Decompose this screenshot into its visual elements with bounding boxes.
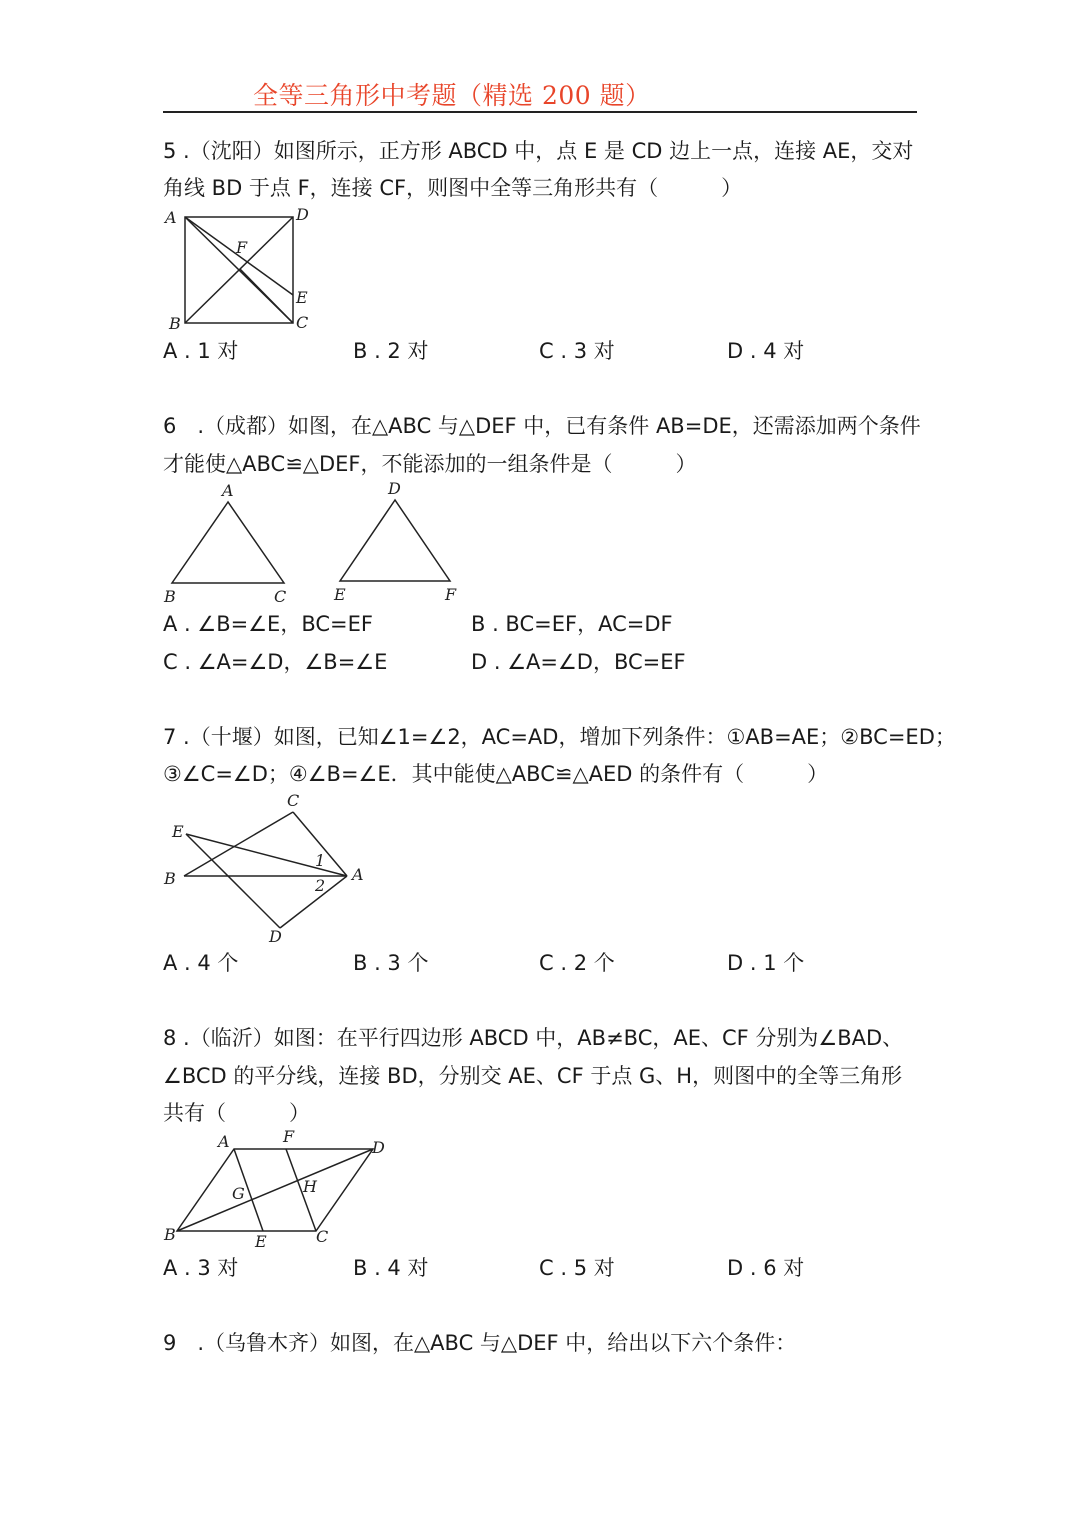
question-8-option-a: A . 3 对 bbox=[163, 1256, 239, 1280]
question-8-line-1: 8 .（临沂）如图：在平行四边形 ABCD 中，AB≠BC，AE、CF 分别为∠BAD、 bbox=[163, 1026, 904, 1050]
question-6-line-1: 6 .（成都）如图，在△ABC 与△DEF 中，已有条件 AB=DE，还需添加两个条件 bbox=[163, 414, 921, 438]
question-8-option-c: C . 5 对 bbox=[539, 1256, 615, 1280]
question-7-option-b: B . 3 个 bbox=[353, 951, 429, 975]
question-6-line-2: 才能使△ABC≌△DEF，不能添加的一组条件是（ ） bbox=[163, 452, 697, 476]
question-6-figure bbox=[160, 478, 470, 608]
label-A: A bbox=[222, 481, 234, 500]
question-8-figure bbox=[160, 1125, 400, 1255]
question-8-line-3: 共有（ ） bbox=[163, 1101, 310, 1125]
label-C: C bbox=[287, 791, 300, 810]
question-5-option-b: B . 2 对 bbox=[353, 339, 429, 363]
label-E: E bbox=[334, 585, 346, 604]
question-5-option-d: D . 4 对 bbox=[727, 339, 805, 363]
label-D: D bbox=[388, 479, 401, 498]
label-B: B bbox=[164, 587, 176, 606]
label-C: C bbox=[274, 587, 287, 606]
question-9-line-1: 9 .（乌鲁木齐）如图，在△ABC 与△DEF 中，给出以下六个条件： bbox=[163, 1331, 797, 1355]
label-F: F bbox=[445, 585, 457, 604]
title-underline bbox=[163, 111, 917, 113]
question-6-option-d: D . ∠A=∠D，BC=EF bbox=[471, 650, 686, 674]
question-8-option-b: B . 4 对 bbox=[353, 1256, 429, 1280]
label-C: C bbox=[296, 313, 309, 332]
question-7-line-1: 7 .（十堰）如图，已知∠1=∠2，AC=AD，增加下列条件：①AB=AE；②BC=ED； bbox=[163, 725, 956, 749]
label-H: H bbox=[303, 1177, 317, 1196]
angle-label-2: 2 bbox=[315, 876, 326, 895]
label-E: E bbox=[172, 822, 184, 841]
label-A: A bbox=[165, 208, 177, 227]
label-A: A bbox=[352, 865, 364, 884]
label-D: D bbox=[296, 205, 309, 224]
label-E: E bbox=[255, 1232, 267, 1251]
label-B: B bbox=[164, 869, 176, 888]
question-8-line-2: ∠BCD 的平分线，连接 BD，分别交 AE、CF 于点 G、H，则图中的全等三角形 bbox=[163, 1064, 903, 1088]
question-6-option-a: A . ∠B=∠E，BC=EF bbox=[163, 612, 373, 636]
question-7-option-a: A . 4 个 bbox=[163, 951, 239, 975]
question-8-option-d: D . 6 对 bbox=[727, 1256, 805, 1280]
label-G: G bbox=[232, 1184, 245, 1203]
question-5-line-1: 5 .（沈阳）如图所示，正方形 ABCD 中，点 E 是 CD 边上一点，连接 AE，交对 bbox=[163, 139, 914, 163]
question-6-option-c: C . ∠A=∠D，∠B=∠E bbox=[163, 650, 388, 674]
question-5-option-c: C . 3 对 bbox=[539, 339, 615, 363]
question-7-line-2: ③∠C=∠D；④∠B=∠E．其中能使△ABC≌△AED 的条件有（ ） bbox=[163, 762, 829, 786]
question-7-option-c: C . 2 个 bbox=[539, 951, 615, 975]
question-5-option-a: A . 1 对 bbox=[163, 339, 239, 363]
label-B: B bbox=[164, 1225, 176, 1244]
question-5-figure bbox=[160, 203, 320, 333]
question-7-option-d: D . 1 个 bbox=[727, 951, 805, 975]
question-7-figure bbox=[160, 790, 380, 950]
label-F: F bbox=[283, 1127, 295, 1146]
label-A: A bbox=[218, 1132, 230, 1151]
angle-label-1: 1 bbox=[315, 851, 326, 870]
label-C: C bbox=[316, 1227, 329, 1246]
label-D: D bbox=[372, 1138, 385, 1157]
label-B: B bbox=[169, 314, 181, 333]
label-E: E bbox=[296, 288, 308, 307]
label-D: D bbox=[269, 927, 282, 946]
label-F: F bbox=[236, 238, 248, 257]
page-title: 全等三角形中考题（精选 200 题） bbox=[253, 81, 651, 110]
question-5-line-2: 角线 BD 于点 F，连接 CF，则图中全等三角形共有（ ） bbox=[163, 176, 743, 200]
question-6-option-b: B . BC=EF，AC=DF bbox=[471, 612, 673, 636]
